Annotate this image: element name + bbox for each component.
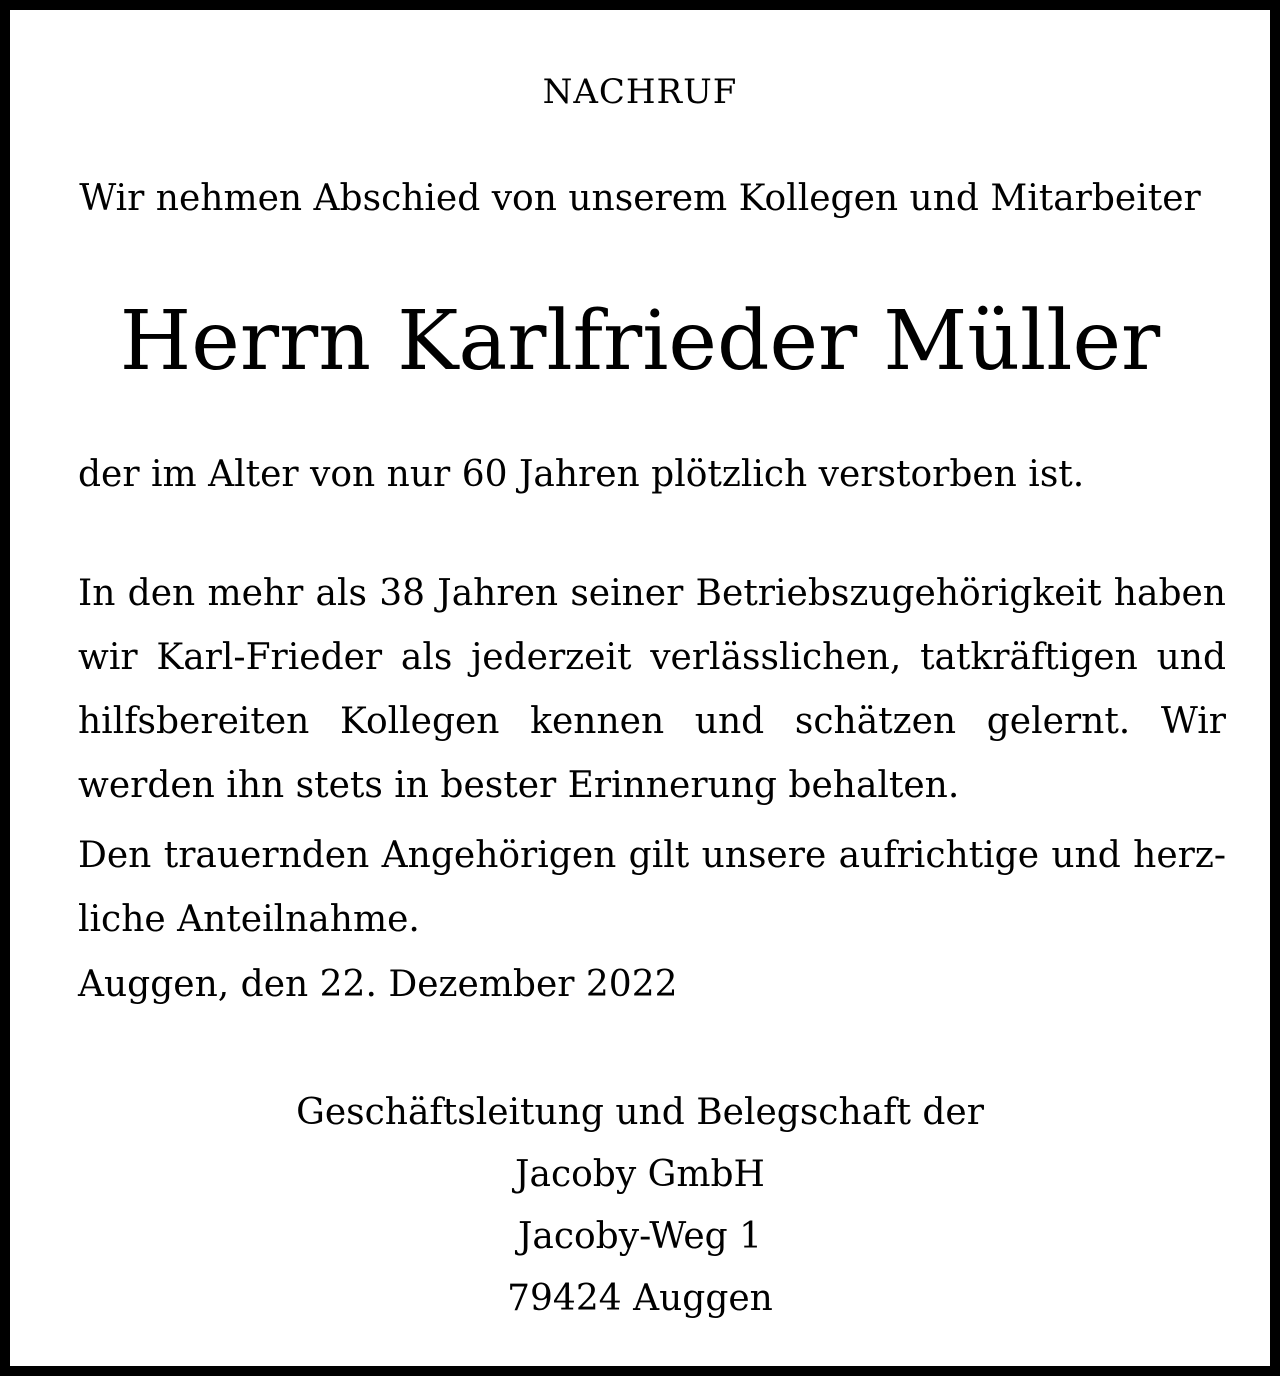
deceased-name: Herrn Karlfrieder Müller bbox=[119, 294, 1161, 389]
company-city: 79424 Auggen bbox=[507, 1278, 773, 1319]
intro-line: Wir nehmen Abschied von unserem Kollegen und Mitarbeiter bbox=[79, 178, 1201, 219]
place-date: Auggen, den 22. Dezember 2022 bbox=[78, 964, 678, 1005]
signature-block bbox=[70, 1082, 1210, 1330]
company-street: Jacoby-Weg 1 bbox=[517, 1216, 763, 1257]
signature-line: Geschäftsleitung und Belegschaft der bbox=[296, 1092, 984, 1133]
condolence-paragraph: Den trauernden Angehörigen gilt unsere aufrichtige und herz-liche Anteilnahme. bbox=[78, 835, 1226, 940]
age-line: der im Alter von nur 60 Jahren plötzlich verstorben ist. bbox=[78, 454, 1085, 495]
notice-heading: NACHRUF bbox=[542, 72, 738, 112]
tribute-paragraph: In den mehr als 38 Jahren seiner Betriebszugehörigkeit haben wir Karl-Frieder als jederzeit verlässlichen, tatkräftigen und hilfsbereiten Kollegen kennen und schätzen gelernt. Wir werden ihn stets in bester Erinnerung behalten. bbox=[78, 573, 1226, 806]
company-name: Jacoby GmbH bbox=[515, 1154, 765, 1195]
